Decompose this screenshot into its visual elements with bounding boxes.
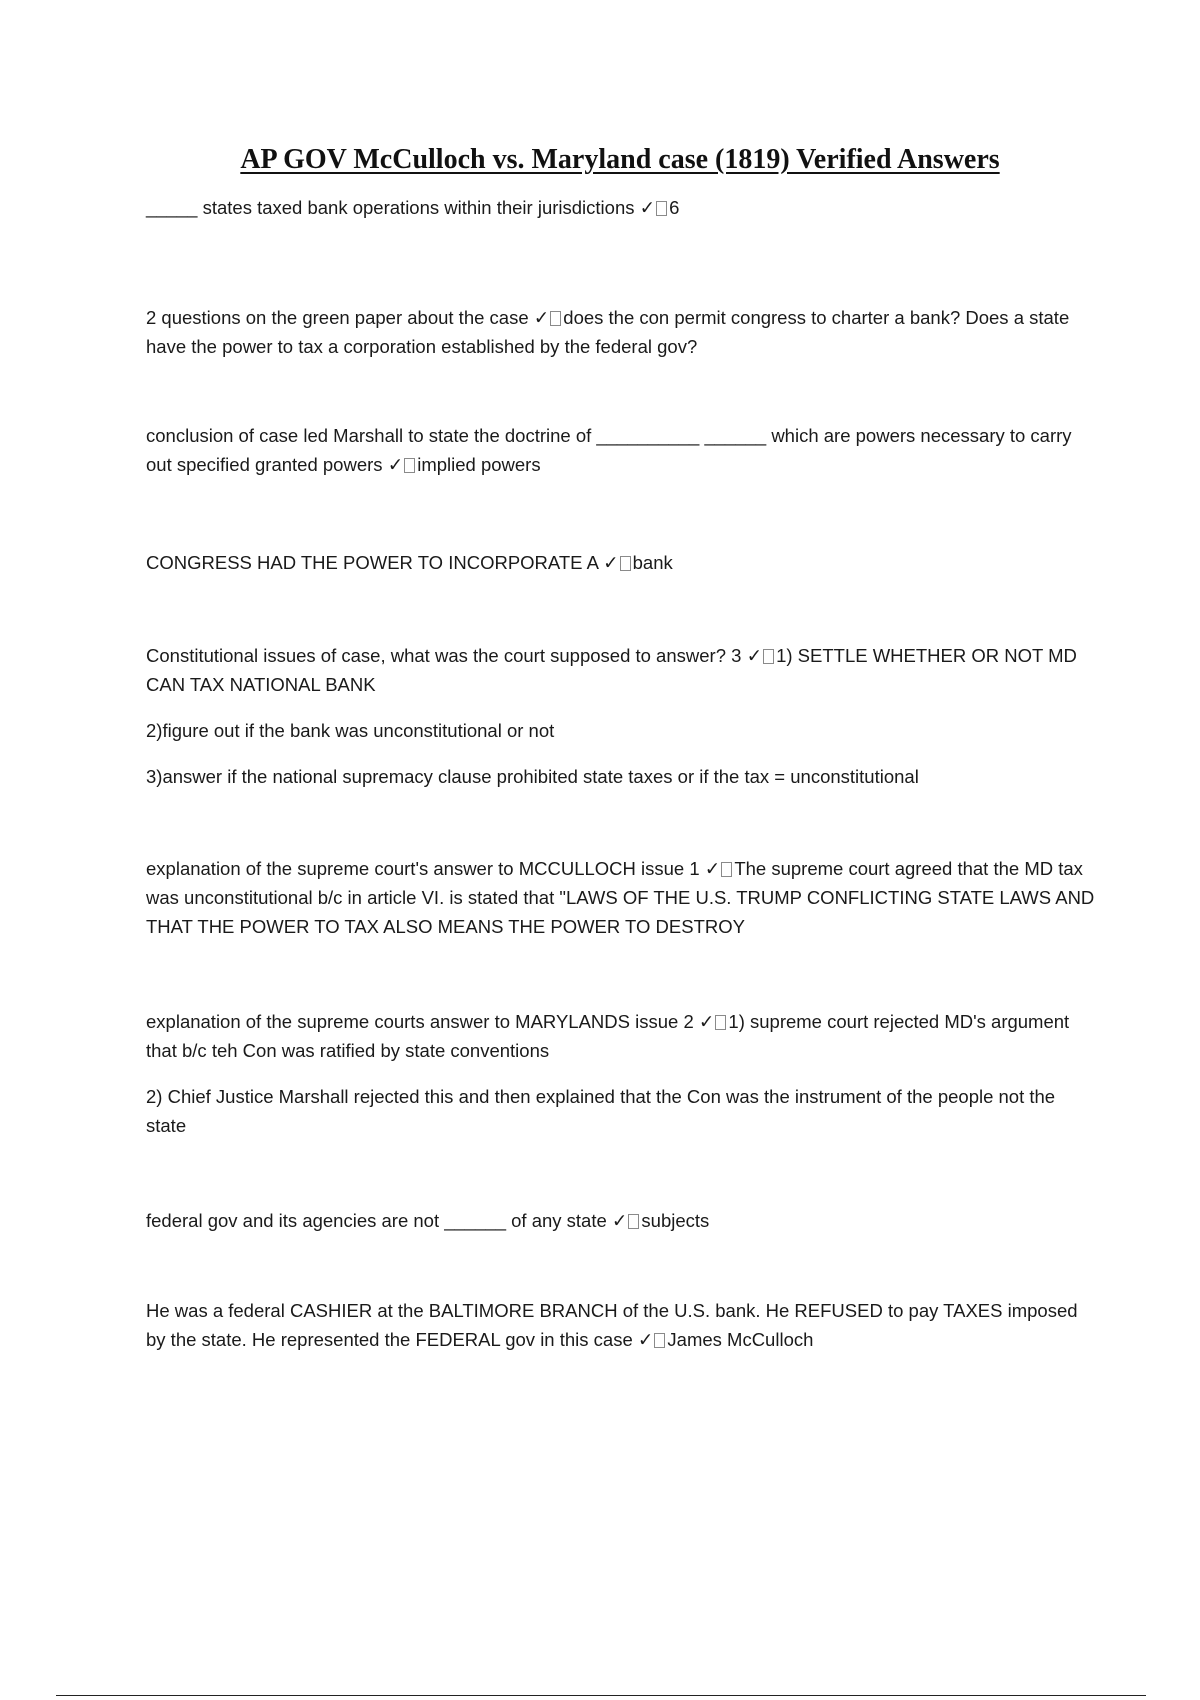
qa-line <box>146 548 1096 577</box>
answer-text: 1) SETTLE WHETHER OR NOT MD CAN TAX NATIONAL BANK <box>146 645 1077 695</box>
check-icon: ✓ <box>704 858 721 879</box>
qa-item <box>146 548 1096 577</box>
question-text: He was a federal CASHIER at the BALTIMORE BRANCH of the U.S. bank. He REFUSED to pay TAXES imposed by the state. He represented the FEDERAL gov in this case <box>146 1300 1078 1350</box>
question-text: federal gov and its agencies are not ______ of any state <box>146 1210 607 1231</box>
qa-line <box>146 641 1096 699</box>
qa-line <box>146 421 1096 479</box>
qa-line <box>146 193 1096 222</box>
qa-item <box>146 193 1096 222</box>
box-glyph-icon <box>763 649 774 664</box>
check-icon: ✓ <box>698 1011 715 1032</box>
footer-divider <box>56 1695 1146 1696</box>
check-icon: ✓ <box>746 645 763 666</box>
answer-continuation: 2) Chief Justice Marshall rejected this and then explained that the Con was the instrument of the people not the state <box>146 1086 1056 1136</box>
box-glyph-icon <box>654 1333 665 1348</box>
qa-line <box>146 854 1096 941</box>
box-glyph-icon <box>715 1015 726 1030</box>
box-glyph-icon <box>620 556 631 571</box>
answer-text: James McCulloch <box>667 1329 814 1350</box>
check-icon: ✓ <box>637 1329 654 1350</box>
qa-item <box>146 1206 1096 1235</box>
question-text: 2 questions on the green paper about the case <box>146 307 529 328</box>
answer-text: does the con permit congress to charter a bank? Does a state have the power to tax a corporation established by the federal gov? <box>146 307 1070 357</box>
qa-line <box>146 1007 1096 1065</box>
qa-item <box>146 1007 1096 1140</box>
qa-line <box>146 1296 1096 1354</box>
check-icon: ✓ <box>603 552 619 573</box>
answer-text: 1) supreme court rejected MD's argument that b/c teh Con was ratified by state conventions <box>146 1011 1070 1061</box>
qa-item <box>146 641 1096 791</box>
box-glyph-icon <box>721 862 732 877</box>
check-icon: ✓ <box>639 197 656 218</box>
answer-text: implied powers <box>417 454 541 475</box>
answer-text: The supreme court agreed that the MD tax was unconstitutional b/c in article VI. is stated that "LAWS OF THE U.S. TRUMP CONFLICTING STATE LAWS AND THAT THE POWER TO TAX ALSO MEANS THE POWER TO DESTROY <box>146 858 1095 937</box>
qa-line <box>146 1206 1096 1235</box>
answer-text: subjects <box>641 1210 710 1231</box>
question-text: _____ states taxed bank operations within their jurisdictions <box>146 197 635 218</box>
question-text: CONGRESS HAD THE POWER TO INCORPORATE A <box>146 552 598 573</box>
box-glyph-icon <box>404 458 415 473</box>
qa-item <box>146 421 1096 479</box>
box-glyph-icon <box>550 311 561 326</box>
qa-item <box>146 854 1096 941</box>
answer-continuation: 2)figure out if the bank was unconstitutional or not <box>146 720 555 741</box>
check-icon: ✓ <box>387 454 404 475</box>
question-text: conclusion of case led Marshall to state the doctrine of __________ ______ which are powers necessary to carry out specified granted powers <box>146 425 1072 475</box>
answer-text: bank <box>632 552 673 573</box>
answer-text: 6 <box>669 197 680 218</box>
check-icon: ✓ <box>611 1210 628 1231</box>
answer-continuation: 3)answer if the national supremacy clause prohibited state taxes or if the tax = unconstitutional <box>146 766 919 787</box>
qa-line <box>146 303 1096 361</box>
box-glyph-icon <box>628 1214 639 1229</box>
qa-item <box>146 1296 1096 1354</box>
document-title: AP GOV McCulloch vs. Maryland case (1819) Verified Answers <box>240 144 1000 175</box>
question-text: Constitutional issues of case, what was the court supposed to answer? 3 <box>146 645 742 666</box>
question-text: explanation of the supreme courts answer to MARYLANDS issue 2 <box>146 1011 694 1032</box>
question-text: explanation of the supreme court's answer to MCCULLOCH issue 1 <box>146 858 700 879</box>
box-glyph-icon <box>656 201 667 216</box>
qa-item <box>146 303 1096 361</box>
check-icon: ✓ <box>533 307 550 328</box>
